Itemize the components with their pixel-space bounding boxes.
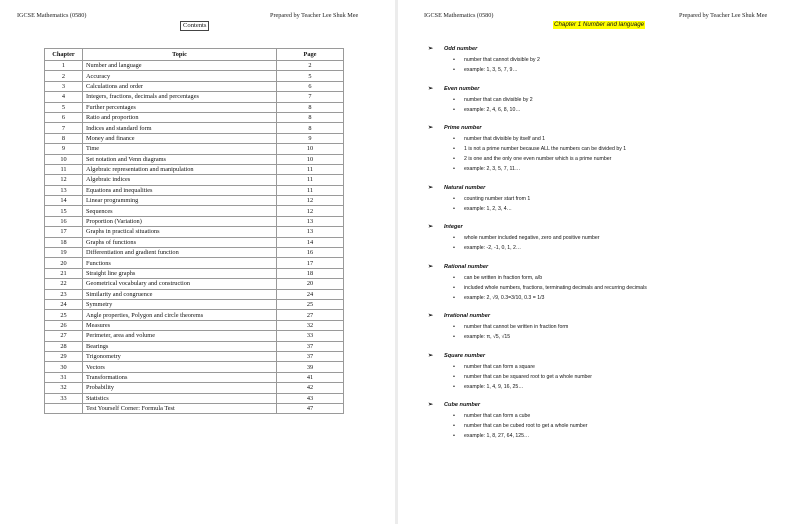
list-item-text: number that can be cubed root to get a whole number — [464, 423, 588, 429]
topic-cell: Set notation and Venn diagrams — [83, 154, 277, 164]
section-heading-text: Rational number — [444, 263, 489, 270]
chapter-number-cell: 7 — [45, 123, 83, 133]
table-row — [45, 102, 344, 112]
table-row — [45, 61, 344, 71]
chapter-number-cell: 22 — [45, 279, 83, 289]
table-row — [45, 299, 344, 309]
page-number-cell: 10 — [277, 144, 344, 154]
list-item-text: example: 2, 3, 5, 7, 11… — [464, 166, 521, 172]
table-row — [45, 71, 344, 81]
page-number-cell: 14 — [277, 237, 344, 247]
table-row — [45, 196, 344, 206]
table-row — [45, 362, 344, 372]
table-row — [45, 279, 344, 289]
list-item — [428, 382, 778, 392]
table-row — [45, 175, 344, 185]
topic-cell: Transformations — [83, 372, 277, 382]
table-row — [45, 164, 344, 174]
chapter-number-cell: 6 — [45, 112, 83, 122]
table-row — [45, 403, 344, 413]
section-heading-text: Irrational number — [444, 313, 491, 319]
topic-cell: Indices and standard form — [83, 123, 277, 133]
page-number-cell: 42 — [277, 383, 344, 393]
page-number-cell: 20 — [277, 279, 344, 289]
topic-cell: Functions — [83, 258, 277, 268]
list-item-text: included whole numbers, fractions, terminating decimals and recurring decimals — [464, 284, 647, 291]
list-item — [428, 105, 778, 115]
topic-cell: Algebraic representation and manipulation — [83, 164, 277, 174]
chapter-number-cell: 20 — [45, 258, 83, 268]
table-body — [45, 61, 344, 414]
left-header-course: IGCSE Mathematics (0580) — [17, 12, 87, 19]
list-item-text: number that can divisible by 2 — [464, 96, 533, 103]
topic-cell: Probability — [83, 383, 277, 393]
topic-cell: Measures — [83, 320, 277, 330]
arrow-bullet-icon: ➢ — [428, 125, 434, 131]
table-row — [45, 237, 344, 247]
chapter-title: Chapter 1 Number and language — [554, 21, 645, 28]
list-item — [428, 243, 778, 253]
list-item-text: number that cannot be written in fraction form — [464, 324, 569, 330]
chapter-number-cell: 29 — [45, 351, 83, 361]
chapter-number-cell: 23 — [45, 289, 83, 299]
topic-cell: Proportion (Variation) — [83, 216, 277, 226]
bullet-dot-icon: • — [453, 433, 455, 439]
list-item-text: counting number start from 1 — [464, 195, 531, 202]
topic-cell: Money and finance — [83, 133, 277, 143]
column-header-topic: Topic — [83, 49, 277, 61]
bullet-dot-icon: • — [453, 57, 455, 63]
section-heading-text: Even number — [444, 85, 480, 92]
topic-cell: Graphs of functions — [83, 237, 277, 247]
topic-cell: Calculations and order — [83, 81, 277, 91]
page-number-cell: 37 — [277, 351, 344, 361]
topic-cell: Further percentages — [83, 102, 277, 112]
page-number-cell: 33 — [277, 331, 344, 341]
chapter-number-cell: 15 — [45, 206, 83, 216]
bullet-dot-icon: • — [453, 96, 455, 103]
page-number-cell: 2 — [277, 61, 344, 71]
chapter-number-cell: 9 — [45, 144, 83, 154]
page-number-cell: 11 — [277, 175, 344, 185]
page-number-cell: 5 — [277, 71, 344, 81]
chapter-number-cell: 1 — [45, 61, 83, 71]
page-number-cell: 43 — [277, 393, 344, 403]
arrow-bullet-icon: ➢ — [428, 263, 434, 270]
list-item — [428, 95, 778, 105]
list-item-text: 1 is not a prime number because ALL the numbers can be divided by 1 — [464, 146, 627, 152]
arrow-bullet-icon: ➢ — [428, 184, 434, 191]
topic-cell: Accuracy — [83, 71, 277, 81]
table-row — [45, 289, 344, 299]
bullet-dot-icon: • — [453, 195, 455, 202]
bullet-dot-icon: • — [453, 235, 455, 241]
contents-page — [0, 0, 395, 524]
topic-cell: Linear programming — [83, 196, 277, 206]
bullet-dot-icon: • — [453, 166, 455, 172]
list-item — [428, 431, 778, 441]
page-number-cell: 13 — [277, 216, 344, 226]
chapter-number-cell: 13 — [45, 185, 83, 195]
arrow-bullet-icon: ➢ — [428, 402, 434, 408]
list-item-text: number that divisible by itself and 1 — [464, 136, 546, 142]
definition-section — [428, 401, 778, 441]
page-number-cell: 8 — [277, 112, 344, 122]
topic-cell: Sequences — [83, 206, 277, 216]
page-number-cell: 9 — [277, 133, 344, 143]
topic-cell: Differentiation and gradient function — [83, 248, 277, 258]
chapter-number-cell: 8 — [45, 133, 83, 143]
topic-cell: Straight line graphs — [83, 268, 277, 278]
bullet-dot-icon: • — [453, 245, 455, 251]
bullet-dot-icon: • — [453, 106, 455, 113]
topic-cell: Statistics — [83, 393, 277, 403]
topic-cell: Perimeter, area and volume — [83, 331, 277, 341]
topic-cell: Geometrical vocabulary and construction — [83, 279, 277, 289]
bullet-list — [428, 362, 778, 392]
bullet-dot-icon: • — [453, 334, 455, 340]
table-header-row — [45, 49, 344, 61]
section-heading-text: Odd number — [444, 46, 478, 52]
table-row — [45, 258, 344, 268]
page-number-cell: 25 — [277, 299, 344, 309]
bullet-dot-icon: • — [453, 294, 455, 301]
table-row — [45, 268, 344, 278]
chapter-number-cell: 27 — [45, 331, 83, 341]
arrow-bullet-icon: ➢ — [428, 313, 434, 319]
section-heading — [428, 85, 778, 93]
contents-table — [44, 48, 344, 414]
section-heading — [428, 263, 778, 271]
bullet-list — [428, 194, 778, 214]
bullet-dot-icon: • — [453, 274, 455, 281]
section-heading — [428, 352, 778, 360]
list-item-text: number that can be squared root to get a whole number — [464, 373, 593, 380]
page-number-cell: 10 — [277, 154, 344, 164]
column-header-page: Page — [277, 49, 344, 61]
list-item-text: example: π, √5, √15 — [464, 334, 511, 340]
bullet-list — [428, 273, 778, 303]
list-item — [428, 65, 778, 75]
bullet-dot-icon: • — [453, 146, 455, 152]
section-heading — [428, 223, 778, 231]
table-row — [45, 393, 344, 403]
list-item-text: number that can form a square — [464, 363, 535, 370]
list-item-text: whole number included negative, zero and positive number — [464, 235, 600, 241]
definition-section — [428, 263, 778, 303]
page-number-cell: 17 — [277, 258, 344, 268]
list-item-text: example: 1, 4, 9, 16, 25… — [464, 383, 524, 390]
left-header-author: Prepared by Teacher Lee Shuk Mee — [270, 12, 359, 19]
list-item — [428, 322, 778, 332]
table-row — [45, 133, 344, 143]
arrow-bullet-icon: ➢ — [428, 85, 434, 92]
list-item — [428, 411, 778, 421]
list-item — [428, 421, 778, 431]
section-heading — [428, 184, 778, 192]
list-item-text: number that can form a cube — [464, 413, 531, 419]
chapter-number-cell: 11 — [45, 164, 83, 174]
arrow-bullet-icon: ➢ — [428, 224, 434, 230]
list-item — [428, 283, 778, 293]
page-number-cell: 41 — [277, 372, 344, 382]
list-item — [428, 194, 778, 204]
table-row — [45, 341, 344, 351]
chapter-number-cell: 2 — [45, 71, 83, 81]
list-item-text: example: 2, √9, 0.3=3/10, 0.3 = 1/3 — [464, 294, 545, 301]
section-heading — [428, 124, 778, 132]
list-item — [428, 55, 778, 65]
bullet-dot-icon: • — [453, 423, 455, 429]
page-number-cell: 11 — [277, 185, 344, 195]
page-number-cell: 8 — [277, 123, 344, 133]
topic-cell: Angle properties, Polygon and circle theorems — [83, 310, 277, 320]
page-number-cell: 24 — [277, 289, 344, 299]
list-item — [428, 273, 778, 283]
topic-cell: Time — [83, 144, 277, 154]
topic-cell: Symmetry — [83, 299, 277, 309]
section-heading-text: Natural number — [444, 184, 486, 191]
chapter-number-cell: 12 — [45, 175, 83, 185]
chapter-number-cell: 17 — [45, 227, 83, 237]
list-item — [428, 144, 778, 154]
page-number-cell: 6 — [277, 81, 344, 91]
chapter-number-cell: 21 — [45, 268, 83, 278]
definition-section — [428, 184, 778, 214]
list-item — [428, 134, 778, 144]
chapter-number-cell: 28 — [45, 341, 83, 351]
definition-section — [428, 45, 778, 75]
page-number-cell: 8 — [277, 102, 344, 112]
list-item — [428, 154, 778, 164]
table-row — [45, 310, 344, 320]
bullet-dot-icon: • — [453, 136, 455, 142]
page-number-cell: 12 — [277, 206, 344, 216]
definition-list — [428, 45, 778, 451]
table-row — [45, 144, 344, 154]
bullet-list — [428, 134, 778, 174]
topic-cell: Integers, fractions, decimals and percentages — [83, 92, 277, 102]
arrow-bullet-icon: ➢ — [428, 46, 434, 52]
right-header-course: IGCSE Mathematics (0580) — [424, 12, 494, 19]
chapter-number-cell: 10 — [45, 154, 83, 164]
topic-cell: Similarity and congruence — [83, 289, 277, 299]
chapter-number-cell: 14 — [45, 196, 83, 206]
page-number-cell: 12 — [277, 196, 344, 206]
chapter-number-cell: 30 — [45, 362, 83, 372]
page-number-cell: 27 — [277, 310, 344, 320]
page-number-cell: 13 — [277, 227, 344, 237]
bullet-dot-icon: • — [453, 373, 455, 380]
chapter-number-cell: 19 — [45, 248, 83, 258]
chapter-number-cell: 25 — [45, 310, 83, 320]
bullet-dot-icon: • — [453, 324, 455, 330]
topic-cell: Equations and inequalities — [83, 185, 277, 195]
chapter-number-cell: 18 — [45, 237, 83, 247]
definition-section — [428, 85, 778, 115]
bullet-dot-icon: • — [453, 413, 455, 419]
page-number-cell: 47 — [277, 403, 344, 413]
column-header-chapter: Chapter — [45, 49, 83, 61]
topic-cell: Graphs in practical situations — [83, 227, 277, 237]
list-item — [428, 362, 778, 372]
list-item — [428, 164, 778, 174]
definition-section — [428, 223, 778, 253]
table-row — [45, 320, 344, 330]
page-number-cell: 16 — [277, 248, 344, 258]
chapter-number-cell: 32 — [45, 383, 83, 393]
topic-cell: Ratio and proportion — [83, 112, 277, 122]
chapter-page — [398, 0, 798, 524]
list-item-text: example: 1, 2, 3, 4… — [464, 205, 512, 212]
section-heading-text: Prime number — [444, 125, 482, 131]
list-item-text: 2 is one and the only one even number which is a prime number — [464, 156, 612, 162]
table-row — [45, 81, 344, 91]
contents-title[interactable]: Contents — [180, 21, 209, 31]
chapter-number-cell — [45, 403, 83, 413]
page-number-cell: 18 — [277, 268, 344, 278]
bullet-list — [428, 55, 778, 75]
list-item-text: example: -2, -1, 0, 1, 2… — [464, 245, 522, 251]
table-row — [45, 92, 344, 102]
page-number-cell: 32 — [277, 320, 344, 330]
topic-cell: Test Yourself Corner: Formula Test — [83, 403, 277, 413]
topic-cell: Bearings — [83, 341, 277, 351]
bullet-dot-icon: • — [453, 156, 455, 162]
chapter-number-cell: 4 — [45, 92, 83, 102]
chapter-number-cell: 5 — [45, 102, 83, 112]
page-number-cell: 39 — [277, 362, 344, 372]
bullet-dot-icon: • — [453, 383, 455, 390]
section-heading-text: Cube number — [444, 402, 481, 408]
table-row — [45, 123, 344, 133]
topic-cell: Algebraic indices — [83, 175, 277, 185]
arrow-bullet-icon: ➢ — [428, 352, 434, 359]
list-item — [428, 233, 778, 243]
list-item — [428, 204, 778, 214]
section-heading — [428, 312, 778, 320]
list-item-text: example: 1, 8, 27, 64, 125… — [464, 433, 530, 439]
list-item — [428, 332, 778, 342]
table-row — [45, 383, 344, 393]
bullet-dot-icon: • — [453, 67, 455, 73]
bullet-dot-icon: • — [453, 284, 455, 291]
list-item-text: example: 2, 4, 6, 8, 10… — [464, 106, 521, 113]
bullet-list — [428, 411, 778, 441]
page-number-cell: 37 — [277, 341, 344, 351]
table-row — [45, 216, 344, 226]
bullet-list — [428, 95, 778, 115]
section-heading-text: Square number — [444, 352, 486, 359]
chapter-number-cell: 33 — [45, 393, 83, 403]
table-row — [45, 185, 344, 195]
list-item — [428, 372, 778, 382]
section-heading — [428, 401, 778, 409]
table-row — [45, 351, 344, 361]
bullet-dot-icon: • — [453, 363, 455, 370]
chapter-number-cell: 3 — [45, 81, 83, 91]
page-number-cell: 7 — [277, 92, 344, 102]
topic-cell: Trigonometry — [83, 351, 277, 361]
page-number-cell: 11 — [277, 164, 344, 174]
list-item-text: can be written in fraction form, a/b — [464, 274, 543, 281]
chapter-number-cell: 16 — [45, 216, 83, 226]
definition-section — [428, 124, 778, 174]
table-row — [45, 372, 344, 382]
list-item-text: number that cannot divisible by 2 — [464, 57, 540, 63]
table-row — [45, 331, 344, 341]
table-row — [45, 227, 344, 237]
bullet-dot-icon: • — [453, 205, 455, 212]
bullet-list — [428, 233, 778, 253]
chapter-number-cell: 31 — [45, 372, 83, 382]
table-row — [45, 112, 344, 122]
section-heading-text: Integer — [444, 224, 463, 230]
topic-cell: Number and language — [83, 61, 277, 71]
chapter-number-cell: 26 — [45, 320, 83, 330]
bullet-list — [428, 322, 778, 342]
list-item — [428, 293, 778, 303]
table-row — [45, 248, 344, 258]
section-heading — [428, 45, 778, 53]
table-row — [45, 206, 344, 216]
topic-cell: Vectors — [83, 362, 277, 372]
chapter-number-cell: 24 — [45, 299, 83, 309]
right-header-author: Prepared by Teacher Lee Shuk Mee — [679, 12, 768, 19]
definition-section — [428, 352, 778, 392]
definition-section — [428, 312, 778, 342]
table-row — [45, 154, 344, 164]
list-item-text: example: 1, 3, 5, 7, 9… — [464, 67, 518, 73]
